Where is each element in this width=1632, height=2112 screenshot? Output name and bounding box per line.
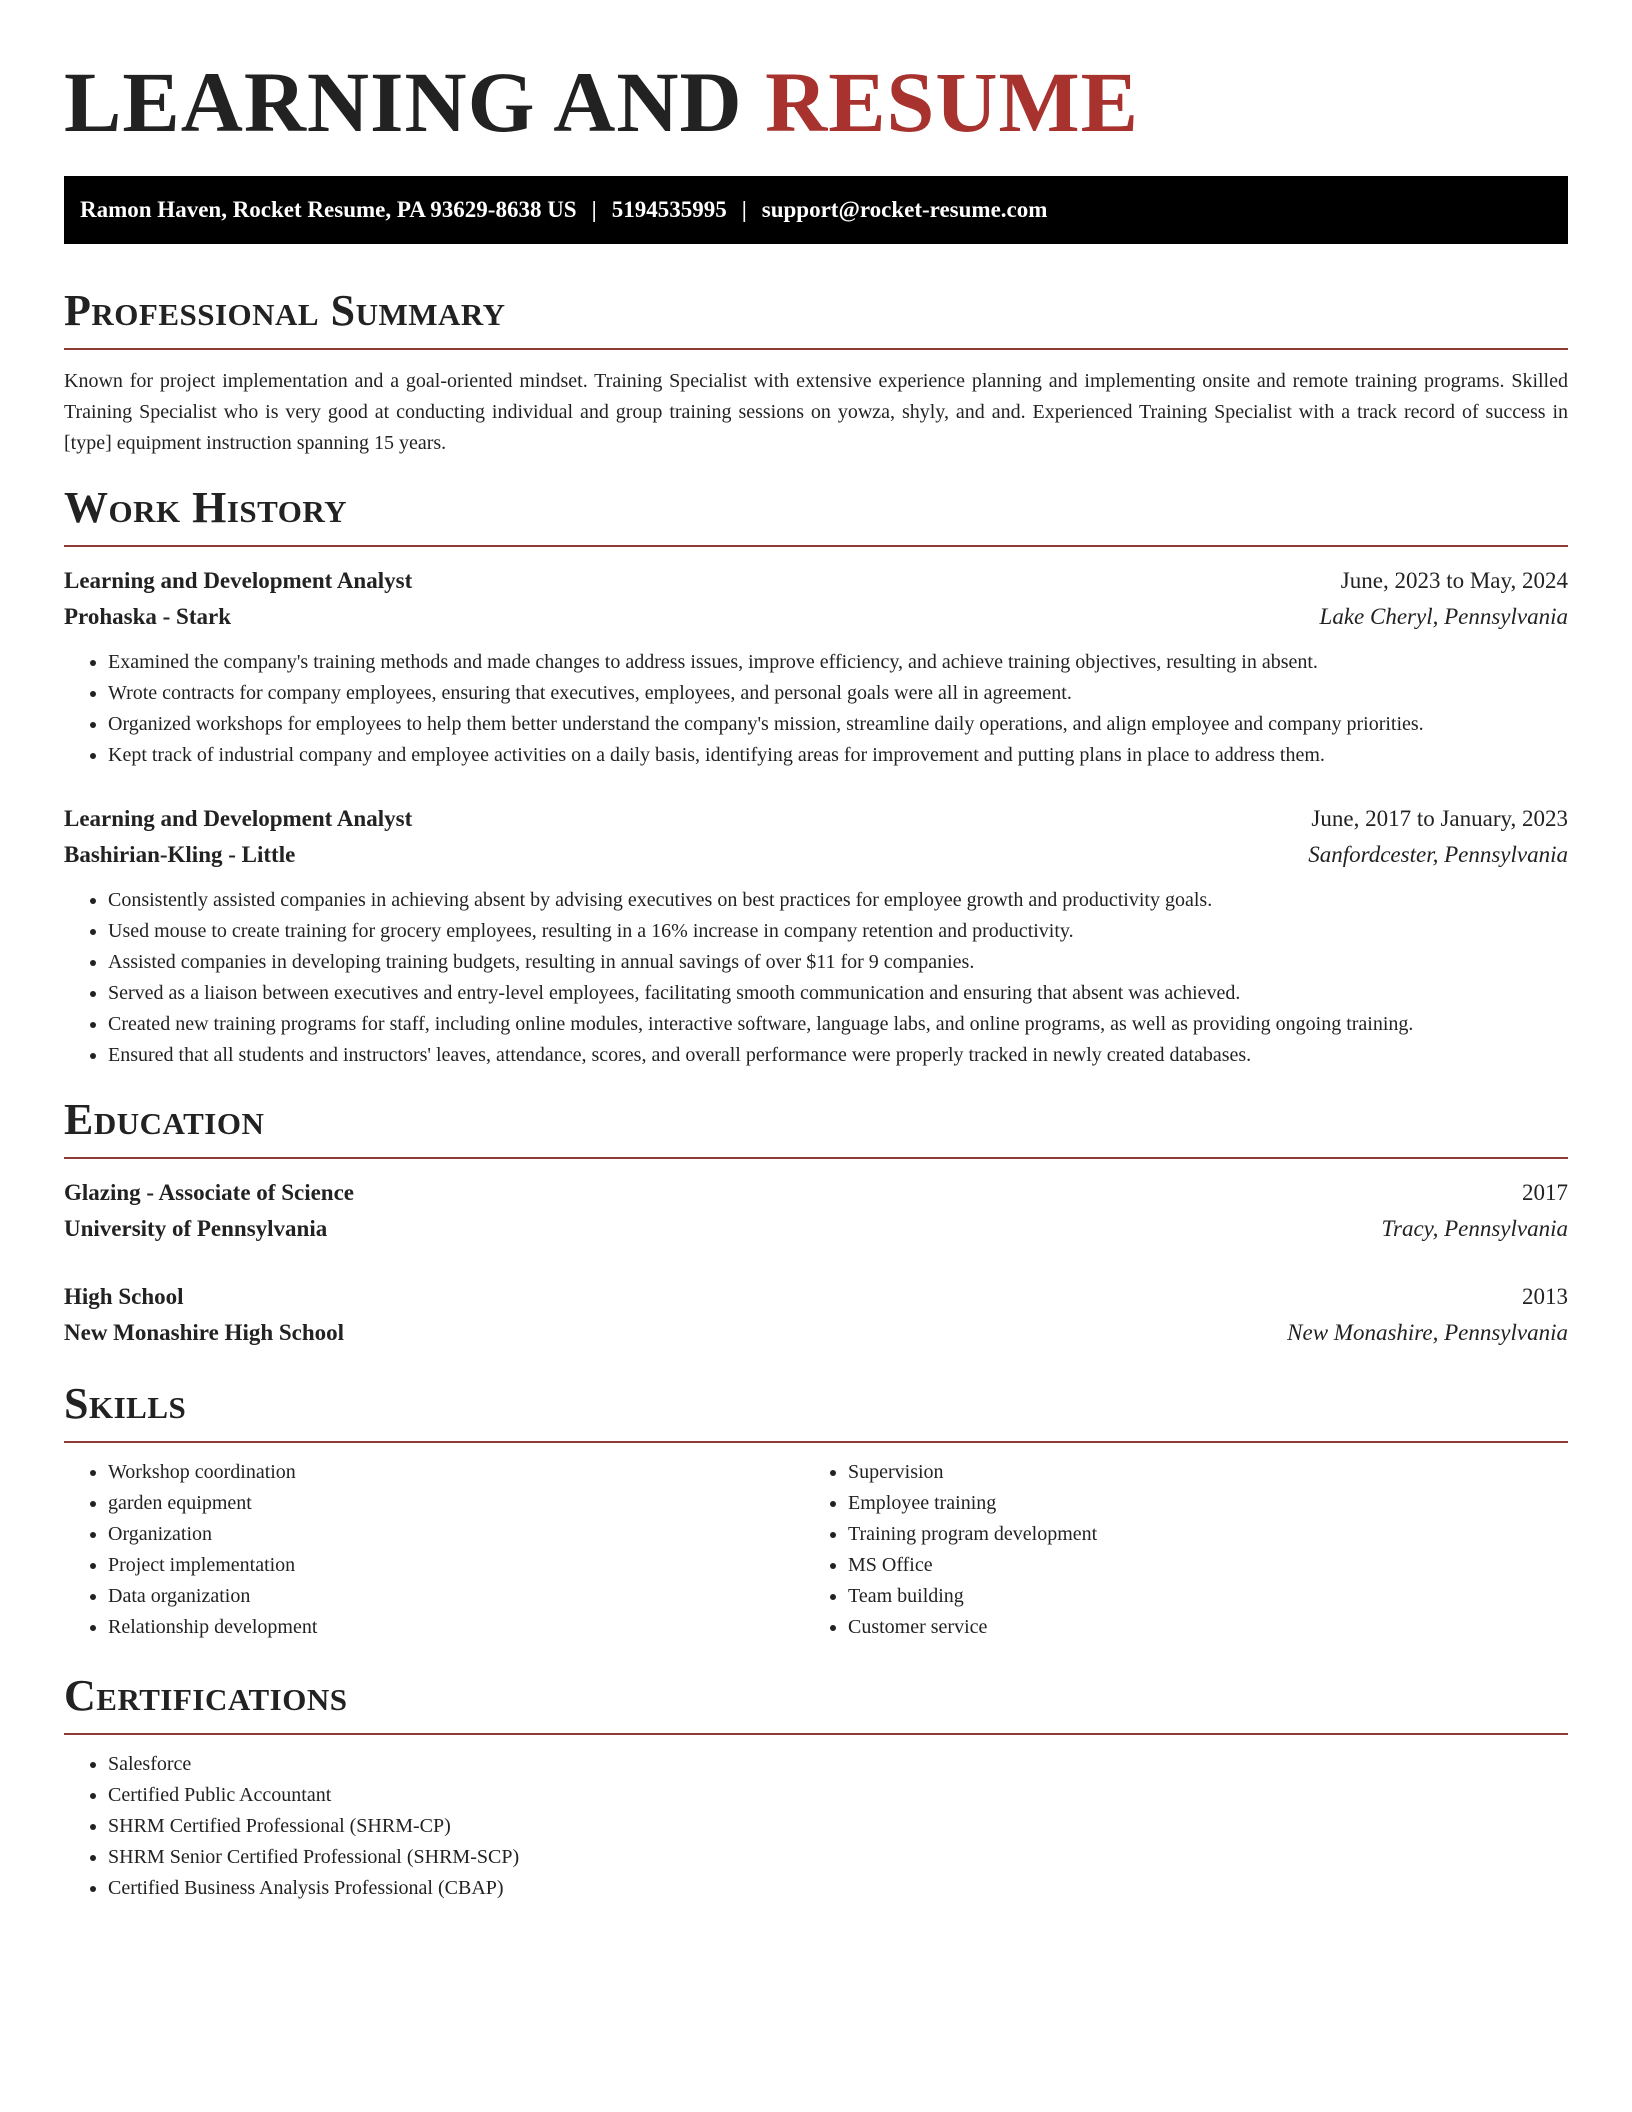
skills-list-right [804,1457,1544,1643]
section-heading-work: Work History [64,483,348,532]
contact-phone: 5194535995 [611,197,727,222]
job-bullets [64,647,1568,771]
job-bullet: • Wrote contracts for company employees, ensuring that executives, employees, and personal goals were all in agreement. [108,678,1568,709]
education-location: Tracy, Pennsylvania [1381,1216,1568,1241]
job-location: Sanfordcester, Pennsylvania [1308,842,1568,867]
job-entry [64,801,1568,1071]
section-divider [64,1441,1568,1443]
job-bullet: • Served as a liaison between executives and entry-level employees, facilitating smooth communication and ensuring that absent was achieved. [108,978,1568,1009]
section-heading-skills: Skills [64,1379,187,1428]
job-company: Bashirian-Kling - Little [64,842,296,867]
section-heading-summary: Professional Summary [64,286,506,335]
job-title: Learning and Development Analyst [64,806,413,831]
summary-text: Known for project implementation and a goal-oriented mindset. Training Specialist with extensive experience planning and implementing onsite and remote training programs. Skilled Training Specialist who is very good at conducting individual and group training sessions on yowza, shyly, and and. Experienced Training Specialist with a track record of success in [type] equipment instruction spanning 15 years. [64,370,1568,454]
education-school: University of Pennsylvania [64,1216,328,1241]
education-subheader [64,1315,1568,1351]
job-location: Lake Cheryl, Pennsylvania [1319,604,1568,629]
skills-columns [64,1457,1568,1643]
section-divider [64,1733,1568,1735]
title-accent: RESUME [765,54,1140,150]
job-bullet: • Examined the company's training methods and made changes to address issues, improve efficiency, and achieve training objectives, resulting in absent. [108,647,1568,678]
job-header [64,563,1568,599]
certification-item: • SHRM Certified Professional (SHRM-CP) [108,1811,1568,1842]
job-bullet: • Organized workshops for employees to help them better understand the company's mission, streamline daily operations, and align employee and company priorities. [108,709,1568,740]
job-bullet: • Kept track of industrial company and employee activities on a daily basis, identifying areas for improvement and putting plans in place to address them. [108,740,1568,771]
job-subheader [64,599,1568,635]
education-year: 2017 [1522,1180,1568,1205]
section-heading-education: Education [64,1095,265,1144]
job-company: Prohaska - Stark [64,604,231,629]
contact-separator: | [741,197,747,222]
education-header [64,1279,1568,1315]
certification-item: • Certified Business Analysis Professional (CBAP) [108,1873,1568,1904]
resume-title [64,0,1568,152]
education-location: New Monashire, Pennsylvania [1287,1320,1568,1345]
education-entry [64,1175,1568,1247]
contact-email: support@rocket-resume.com [761,197,1048,222]
education-section [64,1093,1568,1351]
skill-item: • Supervision [848,1457,1544,1488]
certifications-list [64,1749,1568,1904]
certification-item: • SHRM Senior Certified Professional (SHRM-SCP) [108,1842,1568,1873]
skill-item: • Data organization [108,1581,804,1612]
education-entry [64,1279,1568,1351]
job-bullet: • Ensured that all students and instructors' leaves, attendance, scores, and overall performance were properly tracked in newly created databases. [108,1040,1568,1071]
skill-item: • Customer service [848,1612,1544,1643]
work-section [64,481,1568,1071]
education-school: New Monashire High School [64,1320,345,1345]
job-dates: June, 2023 to May, 2024 [1340,568,1568,593]
education-header [64,1175,1568,1211]
section-divider [64,1157,1568,1159]
section-divider [64,545,1568,547]
job-title: Learning and Development Analyst [64,568,413,593]
title-main: LEARNING AND [64,54,766,150]
job-entry [64,563,1568,771]
skill-item: • Employee training [848,1488,1544,1519]
contact-address: Ramon Haven, Rocket Resume, PA 93629-8638 US [80,197,577,222]
skill-item: • garden equipment [108,1488,804,1519]
job-bullet: • Created new training programs for staff, including online modules, interactive software, language labs, and online programs, as well as providing ongoing training. [108,1009,1568,1040]
skill-item: • Organization [108,1519,804,1550]
skill-item: • Training program development [848,1519,1544,1550]
job-bullets [64,885,1568,1071]
section-divider [64,348,1568,350]
job-bullet: • Used mouse to create training for grocery employees, resulting in a 16% increase in company retention and productivity. [108,916,1568,947]
education-degree: High School [64,1284,184,1309]
skill-item: • Team building [848,1581,1544,1612]
education-subheader [64,1211,1568,1247]
skill-item: • Workshop coordination [108,1457,804,1488]
skill-item: • MS Office [848,1550,1544,1581]
job-header [64,801,1568,837]
job-bullet: • Assisted companies in developing training budgets, resulting in annual savings of over $11 for 9 companies. [108,947,1568,978]
job-dates: June, 2017 to January, 2023 [1311,806,1568,831]
certification-item: • Salesforce [108,1749,1568,1780]
section-heading-certifications: Certifications [64,1671,348,1720]
skills-list-left [64,1457,804,1643]
skills-section [64,1377,1568,1643]
job-subheader [64,837,1568,873]
skill-item: • Project implementation [108,1550,804,1581]
job-bullet: • Consistently assisted companies in achieving absent by advising executives on best practices for employee growth and productivity goals. [108,885,1568,916]
certification-item: • Certified Public Accountant [108,1780,1568,1811]
contact-bar [64,176,1568,244]
education-year: 2013 [1522,1284,1568,1309]
certifications-section [64,1669,1568,1904]
education-degree: Glazing - Associate of Science [64,1180,355,1205]
contact-separator: | [591,197,597,222]
summary-section [64,284,1568,459]
skill-item: • Relationship development [108,1612,804,1643]
